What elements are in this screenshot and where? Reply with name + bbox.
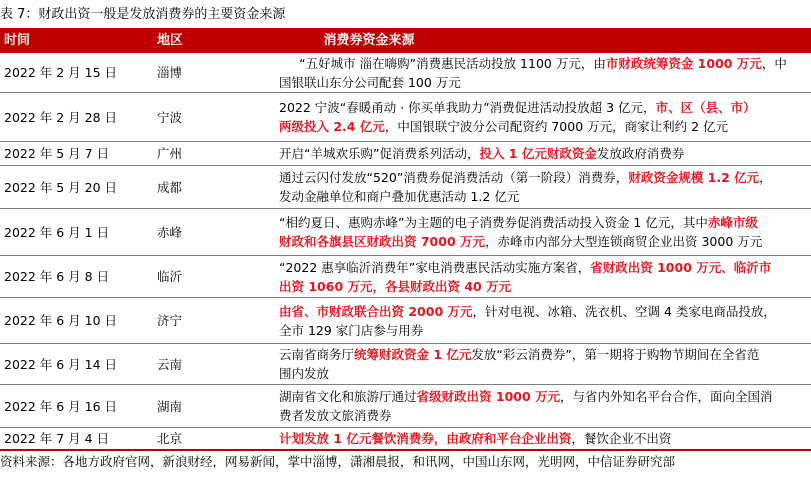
header-source: 消费券资金来源 — [323, 33, 415, 48]
table-row — [0, 53, 811, 93]
row-description: “相约夏日、惠购赤峰”为主题的电子消费券促消费活动投入资金 1 亿元，其中赤峰市级 财政和各旗县区财政出资 7000 万元，赤峰市内部分大型连锁商贸企业出资 3000 万元 — [279, 215, 763, 249]
highlight-text: 两级投入 2.4 亿元 — [279, 119, 385, 134]
highlight-text: 省级财政出资 1000 万元 — [416, 389, 561, 404]
row-date: 2022 年 2 月 28 日 — [4, 109, 118, 125]
row-date: 2022 年 7 月 4 日 — [4, 431, 110, 446]
row-location: 北京 — [157, 431, 183, 446]
table-row — [0, 166, 811, 209]
highlight-text: 财政资金规模 1.2 亿元 — [628, 170, 760, 185]
highlight-text: 投入 1 亿元财政资金 — [479, 146, 597, 161]
row-location: 成都 — [157, 179, 183, 195]
row-date: 2022 年 6 月 8 日 — [4, 269, 110, 284]
row-date: 2022 年 6 月 10 日 — [4, 313, 118, 328]
table-row — [0, 142, 811, 166]
header-date: 时间 — [4, 33, 31, 48]
highlight-text: 计划发放 1 亿元餐饮消费券，由政府和平台企业出资 — [279, 431, 572, 446]
highlight-text: 省财政出资 1000 万元、临沂市 — [590, 259, 772, 275]
row-description: 云南省商务厅统筹财政资金 1 亿元发放“彩云消费券”，第一期将于购物节期间在全省范 围内发放 — [279, 347, 760, 381]
row-date: 2022 年 2 月 15 日 — [4, 65, 118, 80]
highlight-text: 财政和各旗县区财政出资 7000 万元 — [279, 234, 485, 249]
table-row — [0, 93, 811, 142]
row-date: 2022 年 6 月 1 日 — [4, 224, 110, 240]
table-row — [0, 256, 811, 298]
table-row — [0, 428, 811, 451]
table-row — [0, 298, 811, 344]
highlight-text: 出资 1060 万元，各县财政出资 40 万元 — [279, 278, 512, 294]
table-row — [0, 209, 811, 256]
row-location: 济宁 — [157, 313, 183, 328]
table-row — [0, 344, 811, 385]
row-location: 宁波 — [157, 109, 183, 125]
highlight-text: 市、区（县、市） — [655, 100, 756, 115]
row-description: 2022 宁波“春暖甬动 · 你买单我助力”消费促进活动投放超 3 亿元，市、区（县、市） 两级投入 2.4 亿元，中国银联宁波分公司配资约 7000 万元，商家让利约 2 亿元 — [279, 100, 756, 134]
row-description: “五好城市 淄在嗨购”消费惠民活动投放 1100 万元，由市财政统筹资金 1000 万元，中 国银联山东分公司配套 100 万元 — [279, 55, 787, 90]
row-location: 湖南 — [157, 398, 183, 414]
highlight-text: 由省、市财政联合出资 2000 万元 — [279, 303, 473, 319]
row-description: 由省、市财政联合出资 2000 万元，针对电视、冰箱、洗衣机、空调 4 类家电商品投放， 全市 129 家门店参与用券 — [279, 303, 776, 338]
row-description: 开启“羊城欢乐购”促消费系列活动，投入 1 亿元财政资金发放政府消费券 — [279, 146, 685, 161]
highlight-text: 赤峰市级 — [707, 215, 758, 230]
highlight-text: 市财政统筹资金 1000 万元 — [605, 55, 762, 71]
header-location: 地区 — [157, 33, 184, 48]
row-location: 赤峰 — [157, 224, 183, 240]
row-date: 2022 年 6 月 14 日 — [4, 356, 118, 372]
table-title: 表 7：财政出资一般是发放消费券的主要资金来源 — [0, 7, 286, 22]
row-location: 淄博 — [157, 65, 183, 80]
highlight-text: 统筹财政资金 1 亿元 — [354, 347, 472, 362]
row-date: 2022 年 5 月 20 日 — [4, 179, 118, 195]
table-row — [0, 385, 811, 428]
row-date: 2022 年 6 月 16 日 — [4, 398, 118, 414]
row-location: 临沂 — [157, 269, 183, 284]
row-description: “2022 惠享临沂消费年”家电消费惠民活动实施方案省，省财政出资 1000 万元、临沂市 出资 1060 万元，各县财政出资 40 万元 — [279, 259, 772, 294]
row-location: 广州 — [157, 146, 183, 161]
row-description: 通过云闪付发放“520”消费券促消费活动（第一阶段）消费券，财政资金规模 1.2 亿元， 发动金融单位和商户叠加优惠活动 1.2 亿元 — [279, 170, 772, 204]
row-description: 湖南省文化和旅游厅通过省级财政出资 1000 万元，与省内外知名平台合作，面向全国消 费者发放文旅消费券 — [279, 389, 773, 423]
source-note: 资料来源：各地方政府官网，新浪财经，网易新闻，掌中淄博，潇湘晨报，和讯网，中国山东网，光明网，中信证券研究部 — [0, 454, 676, 469]
table-header — [0, 28, 811, 53]
row-description: 计划发放 1 亿元餐饮消费券，由政府和平台企业出资，餐饮企业不出资 — [279, 431, 672, 446]
row-location: 云南 — [157, 356, 183, 372]
row-date: 2022 年 5 月 7 日 — [4, 146, 110, 161]
